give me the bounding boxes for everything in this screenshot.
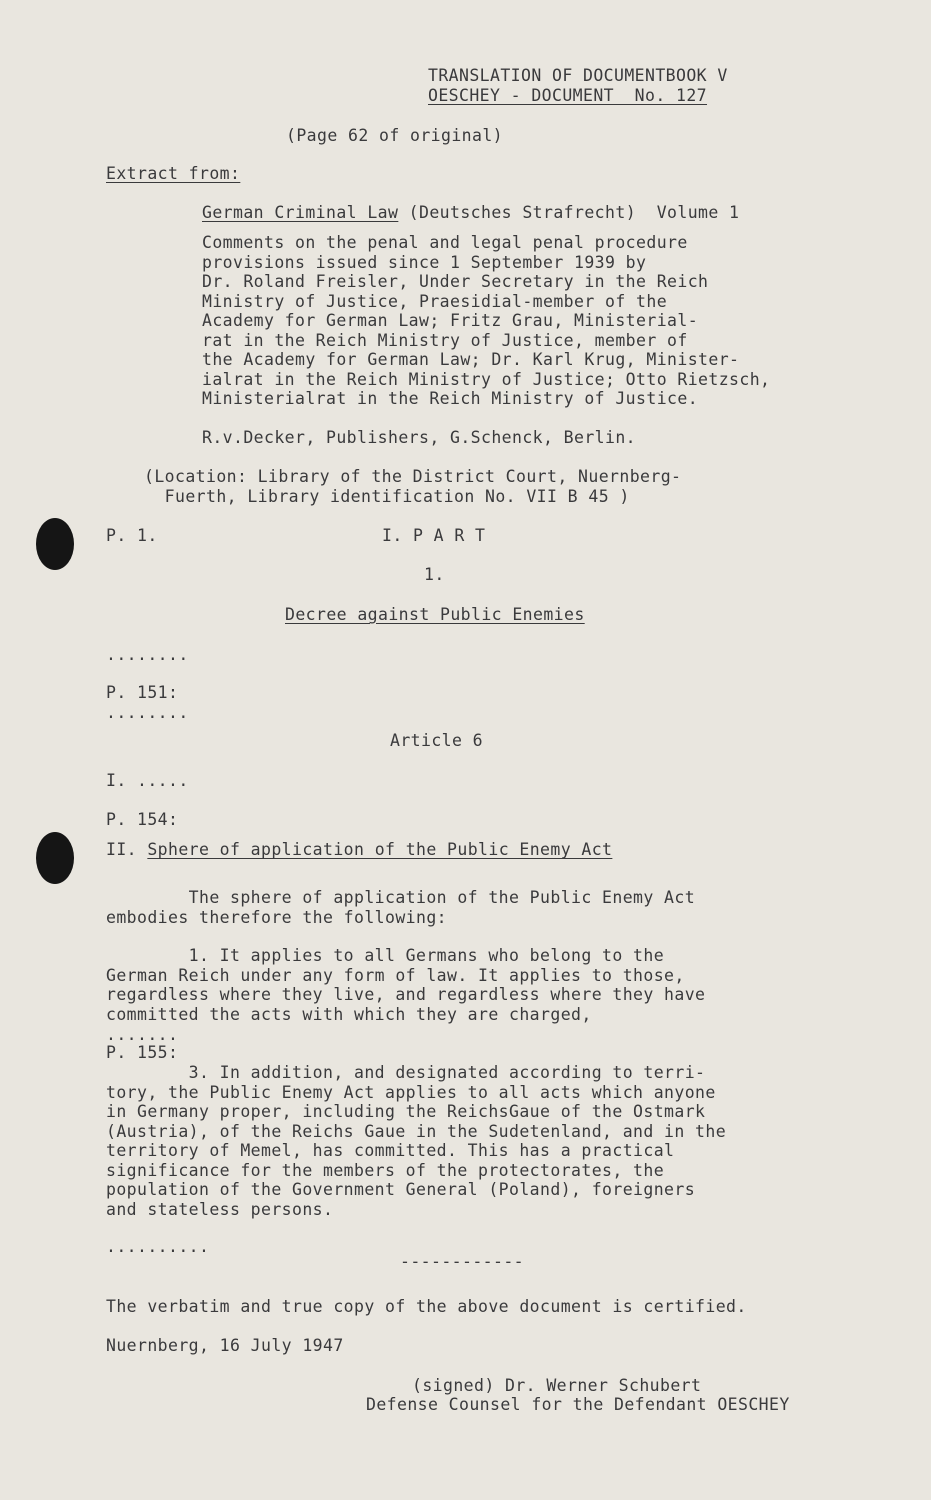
ellipsis-dots: .......... bbox=[106, 1237, 210, 1256]
page-reference-154: P. 154: bbox=[106, 810, 179, 829]
page-reference-155: P. 155: bbox=[106, 1043, 179, 1062]
intro-paragraph: The sphere of application of the Public Enemy Act embodies therefore the following: bbox=[106, 888, 696, 927]
part-page-label: P. 1. bbox=[106, 526, 158, 545]
ellipsis-dots: ....... bbox=[106, 1025, 179, 1044]
header-line-1: TRANSLATION OF DOCUMENTBOOK V bbox=[428, 66, 728, 85]
book-title: German Criminal Law bbox=[202, 203, 399, 222]
punch-hole bbox=[36, 518, 74, 570]
place-and-date: Nuernberg, 16 July 1947 bbox=[106, 1336, 344, 1355]
section-2-number: II. bbox=[106, 840, 148, 859]
certification-statement: The verbatim and true copy of the above document is certified. bbox=[106, 1297, 747, 1316]
punch-hole bbox=[36, 832, 74, 884]
page-reference-151: P. 151: bbox=[106, 683, 179, 702]
part-number: 1. bbox=[424, 565, 445, 584]
book-title-line bbox=[202, 203, 739, 223]
separator-line: ------------ bbox=[400, 1252, 525, 1271]
page-reference: (Page 62 of original) bbox=[286, 126, 504, 145]
decree-title: Decree against Public Enemies bbox=[285, 605, 585, 624]
article-heading: Article 6 bbox=[390, 731, 484, 750]
signature-line: (signed) Dr. Werner Schubert bbox=[412, 1376, 702, 1395]
section-2-title: Sphere of application of the Public Enemy Act bbox=[147, 840, 613, 859]
section-2-heading bbox=[106, 840, 612, 860]
extract-label: Extract from: bbox=[106, 164, 241, 183]
paragraph-3: 3. In addition, and designated according to terri- tory, the Public Enemy Act applies to all acts which anyone in Germany proper, including the ReichsGaue of the Ostmark (Austria), of the Reichs Gaue in the Sudetenland, and in the territory of Memel, has committed. This has a practical significance for the members of the protectorates, the population of the Government General (Poland), foreigners and stateless persons. bbox=[106, 1063, 727, 1219]
roman-section-1: I. ..... bbox=[106, 771, 189, 790]
book-comments: Comments on the penal and legal penal procedure provisions issued since 1 September 1939 by Dr. Roland Freisler, Under Secretary in the Reich Ministry of Justice, Praesidial-member of the Academy for German Law; Fritz Grau, Ministerial- rat in the Reich Ministry of Justice, member of the Academy for German Law; Dr. Karl Krug, Minister- ialrat in the Reich Ministry of Justice; Otto Rietzsch, Ministerialrat in the Reich Ministry of Justice. bbox=[202, 233, 771, 408]
part-title: I. P A R T bbox=[382, 526, 486, 545]
header-line-2: OESCHEY - DOCUMENT No. 127 bbox=[428, 86, 708, 105]
location-note: (Location: Library of the District Court, Nuernberg- Fuerth, Library identification No. VII B 45 ) bbox=[144, 467, 682, 506]
ellipsis-dots: ........ bbox=[106, 703, 189, 722]
paragraph-1: 1. It applies to all Germans who belong to the German Reich under any form of law. It applies to those, regardless where they live, and regardless where they have committed the acts with which they are charged, bbox=[106, 946, 706, 1024]
signatory-title: Defense Counsel for the Defendant OESCHEY bbox=[366, 1395, 790, 1414]
book-title-rest: (Deutsches Strafrecht) Volume 1 bbox=[398, 203, 740, 222]
ellipsis-dots: ........ bbox=[106, 645, 189, 664]
publisher-line: R.v.Decker, Publishers, G.Schenck, Berlin. bbox=[202, 428, 637, 447]
